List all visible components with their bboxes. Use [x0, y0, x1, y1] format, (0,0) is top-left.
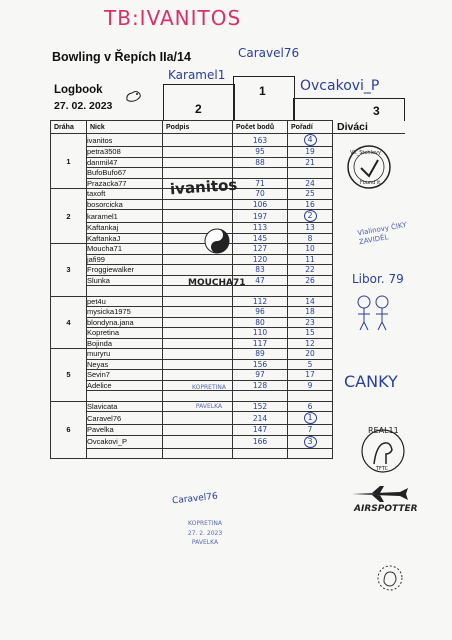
player-nick: danmil47 [87, 157, 163, 168]
player-rank: 15 [288, 328, 333, 339]
player-nick: petra3508 [87, 147, 163, 158]
player-nick: mysicka1975 [87, 307, 163, 318]
player-nick: KaftankaJ [87, 233, 163, 244]
spectator-stamp2: Vlalinovy ČIKY ZAVIDĚL [356, 220, 408, 247]
player-score: 89 [233, 349, 288, 360]
player-nick: Froggiewalker [87, 265, 163, 276]
player-rank: 23 [288, 317, 333, 328]
player-nick: bosorcicka [87, 199, 163, 210]
player-signature [163, 296, 233, 307]
col-poradi: Pořadí [288, 121, 333, 134]
player-signature [163, 157, 233, 168]
player-rank [288, 134, 333, 147]
date-label: 27. 02. 2023 [54, 100, 113, 112]
stamp1-line1: VK_Stehlovy [350, 150, 381, 156]
player-score: 110 [233, 328, 288, 339]
lane-2-name: Karamel1 [168, 68, 226, 82]
player-score: 80 [233, 317, 288, 328]
player-rank [288, 168, 333, 179]
lane-2-number: 2 [195, 102, 202, 116]
stamp1-line2: Found it [360, 180, 381, 186]
stamp-kopretina-4-text: KOPRETINA [192, 384, 226, 391]
group-number: 6 [51, 401, 87, 459]
player-nick: Moucha71 [87, 244, 163, 255]
player-score: 88 [233, 157, 288, 168]
player-rank: 13 [288, 223, 333, 234]
squirrel-seal-icon [376, 560, 404, 592]
player-signature [163, 448, 233, 459]
player-rank-circled: 4 [304, 134, 317, 146]
player-rank: 9 [288, 380, 333, 391]
player-score: 145 [233, 233, 288, 244]
player-rank [288, 435, 333, 448]
player-score: 152 [233, 401, 288, 412]
player-score: 71 [233, 178, 288, 189]
signature-moucha: MOUCHA71 [188, 278, 246, 288]
stamp-pavelka-4-text: PAVELKA [195, 403, 223, 410]
player-signature [163, 254, 233, 265]
player-nick: karamel1 [87, 210, 163, 223]
lane-3-name: Ovcakovi_P [300, 78, 380, 94]
player-signature [163, 412, 233, 425]
player-signature [163, 425, 233, 436]
player-nick: Slavicata [87, 401, 163, 412]
group-number: 5 [51, 349, 87, 402]
stick-figures-icon [352, 292, 396, 332]
player-nick: Kopretina [87, 328, 163, 339]
player-nick: taxoft [87, 189, 163, 200]
player-score: 127 [233, 244, 288, 255]
player-rank [288, 391, 333, 402]
stamp-kopretina-4 [185, 384, 233, 410]
player-rank: 12 [288, 338, 333, 349]
stamp-kopretina-6-text: KOPRETINA [188, 520, 222, 527]
page-title: Bowling v Řepích IIa/14 [52, 50, 191, 64]
player-signature [163, 349, 233, 360]
player-rank: 17 [288, 370, 333, 381]
logbook-label: Logbook [54, 84, 103, 96]
col-nick: Nick [87, 121, 163, 134]
stamp3-line2: TFTC [376, 466, 389, 472]
player-score: 97 [233, 370, 288, 381]
col-drahy: Dráha [51, 121, 87, 134]
player-rank: 10 [288, 244, 333, 255]
lane-1-number: 1 [259, 84, 266, 98]
player-score: 156 [233, 359, 288, 370]
player-signature [163, 307, 233, 318]
player-score: 113 [233, 223, 288, 234]
stamp-date-6-text: 27. 2. 2023 [187, 530, 223, 537]
player-nick: blondyna.jana [87, 317, 163, 328]
group-number: 2 [51, 189, 87, 244]
group-number: 3 [51, 244, 87, 297]
player-nick: BufoBufo67 [87, 168, 163, 179]
player-score: 197 [233, 210, 288, 223]
airplane-icon [350, 484, 410, 504]
player-rank: 22 [288, 265, 333, 276]
player-nick: Caravel76 [87, 412, 163, 425]
lane-box-1 [233, 76, 295, 121]
player-rank [288, 210, 333, 223]
player-score: 47 [233, 275, 288, 286]
player-nick: pet4u [87, 296, 163, 307]
player-signature [163, 210, 233, 223]
player-nick: jafi99 [87, 254, 163, 265]
player-signature [163, 328, 233, 339]
lane-box-3 [293, 98, 405, 121]
player-nick: Sevin7 [87, 370, 163, 381]
player-signature [163, 147, 233, 158]
player-rank: 7 [288, 425, 333, 436]
spectator-sign1: Libor. 79 [352, 272, 404, 286]
player-nick: Bojinda [87, 338, 163, 349]
player-score: 214 [233, 412, 288, 425]
player-rank: 19 [288, 147, 333, 158]
player-score: 95 [233, 147, 288, 158]
player-rank: 8 [288, 233, 333, 244]
player-rank: 26 [288, 275, 333, 286]
player-signature [163, 265, 233, 276]
player-nick: muryru [87, 349, 163, 360]
player-rank: 16 [288, 199, 333, 210]
player-rank [288, 412, 333, 425]
player-score: 83 [233, 265, 288, 276]
player-score: 147 [233, 425, 288, 436]
player-signature [163, 199, 233, 210]
squirrel-icon [124, 88, 144, 104]
player-signature [163, 370, 233, 381]
stamp3-line1: REAL11 [368, 426, 399, 435]
player-nick: Ovcakovi_P [87, 435, 163, 448]
lane-3-number: 3 [373, 104, 380, 118]
player-rank: 24 [288, 178, 333, 189]
player-nick: Adelice [87, 380, 163, 391]
player-score: 163 [233, 134, 288, 147]
player-score: 96 [233, 307, 288, 318]
col-podpis: Podpis [163, 121, 233, 134]
player-nick [87, 286, 163, 297]
signature-ivanitos: ivanitos [169, 175, 238, 199]
player-rank-circled: 3 [304, 436, 317, 448]
player-nick: Kaftankaj [87, 223, 163, 234]
player-score [233, 448, 288, 459]
airspotter-label: AIRSPOTTER [354, 504, 418, 514]
player-nick [87, 391, 163, 402]
player-score: 117 [233, 338, 288, 349]
stamp-kopretina-6 [180, 520, 230, 546]
player-score [233, 391, 288, 402]
player-rank-circled: 2 [304, 210, 317, 222]
player-rank: 20 [288, 349, 333, 360]
player-rank: 6 [288, 401, 333, 412]
stamp-pavelka-6-text: PAVELKA [191, 539, 219, 546]
player-rank: 14 [288, 296, 333, 307]
player-nick: Slunka [87, 275, 163, 286]
player-signature [163, 134, 233, 147]
col-divaci: Diváci [333, 121, 405, 134]
player-score: 166 [233, 435, 288, 448]
player-signature [163, 338, 233, 349]
player-score: 106 [233, 199, 288, 210]
col-body: Počet bodů [233, 121, 288, 134]
player-nick: Neyas [87, 359, 163, 370]
player-nick [87, 448, 163, 459]
lane-1-name: Caravel76 [238, 46, 300, 60]
player-score: 128 [233, 380, 288, 391]
yin-yang-icon [204, 228, 230, 254]
player-signature [163, 317, 233, 328]
player-score: 70 [233, 189, 288, 200]
player-rank [288, 286, 333, 297]
player-nick: Pavelka [87, 425, 163, 436]
player-rank: 5 [288, 359, 333, 370]
signature-caravel: Caravel76 [171, 491, 219, 507]
player-rank: 21 [288, 157, 333, 168]
group-number: 4 [51, 296, 87, 349]
player-nick: Prazacka77 [87, 178, 163, 189]
spectator-sign2: CANKY [344, 372, 398, 391]
player-signature [163, 359, 233, 370]
player-score: 120 [233, 254, 288, 265]
player-rank: 25 [288, 189, 333, 200]
player-rank [288, 448, 333, 459]
player-signature [163, 435, 233, 448]
tb-header: TB:IVANITOS [104, 6, 242, 30]
player-rank-circled: 1 [304, 412, 317, 424]
group-number: 1 [51, 134, 87, 189]
player-rank: 18 [288, 307, 333, 318]
player-nick: ivanitos [87, 134, 163, 147]
player-rank: 11 [288, 254, 333, 265]
player-score [233, 168, 288, 179]
player-score: 112 [233, 296, 288, 307]
